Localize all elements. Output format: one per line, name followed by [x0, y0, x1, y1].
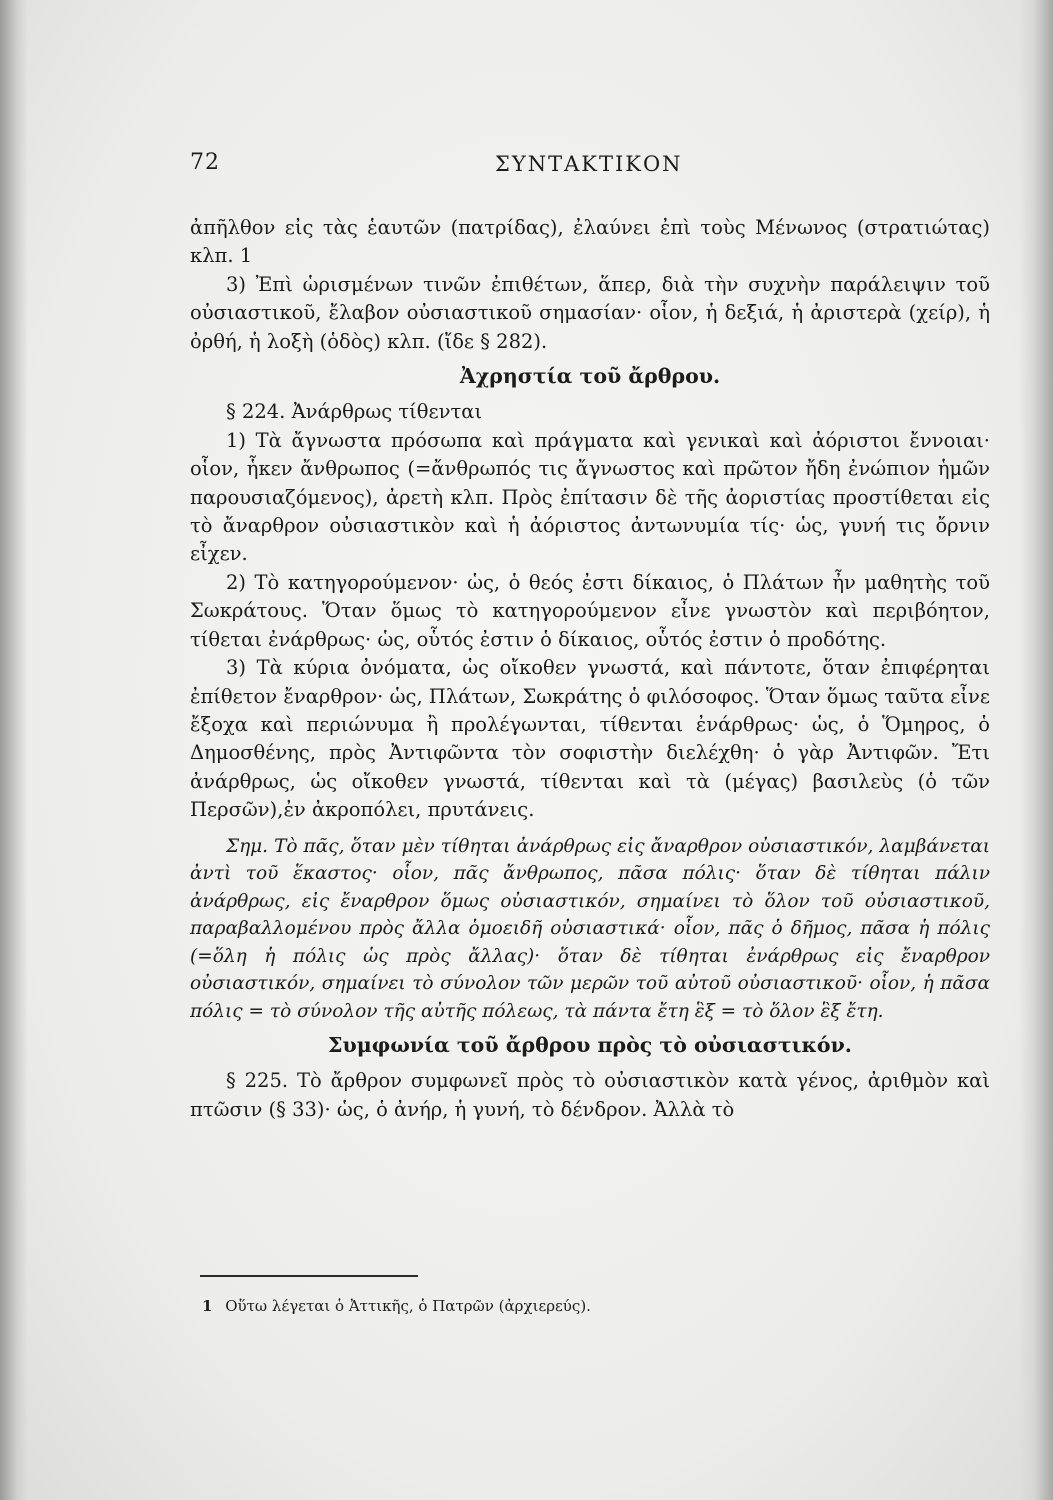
- paragraph-224-rule-3: 3) Τὰ κύρια ὀνόματα, ὡς οἴκοθεν γνωστά, καὶ πάντοτε, ὅταν ἐπιφέρηται ἐπίθετον ἔναρθρον· ὡς, Πλάτων, Σωκράτης ὁ φιλόσοφος. Ὅταν ὅμως ταῦτα εἶνε ἔξοχα καὶ περιώνυμα ἢ προλέγωνται, τίθενται ἐνάρθρως· ὡς, ὁ Ὅμηρος, ὁ Δημοσθένης, πρὸς Ἀντιφῶντα τὸν σοφιστὴν διελέχθη· ὁ γὰρ Ἀντιφῶν. Ἔτι ἀνάρθρως, ὡς οἴκοθεν γνωστά, τίθενται καὶ τὰ (μέγας) βασιλεὺς (ὁ τῶν Περσῶν),ἐν ἀκροπόλει, πρυτάνεις.: [190, 656, 990, 822]
- paragraph-continuation: ἀπῆλθον εἰς τὰς ἑαυτῶν (πατρίδας), ἐλαύνει ἐπὶ τοὺς Μένωνος (στρατιώτας) κλπ. 1: [190, 216, 990, 268]
- footnote: [202, 1297, 902, 1315]
- page-shadow-right: [1019, 0, 1053, 1500]
- footnote-divider: [200, 1275, 418, 1277]
- page-number: 72: [190, 150, 220, 175]
- running-title: ΣΥΝΤΑΚΤΙΚΟΝ: [495, 152, 683, 176]
- page-shadow-left: [0, 0, 28, 1500]
- paragraph-224-rule-1: 1) Τὰ ἄγνωστα πρόσωπα καὶ πράγματα καὶ γενικαὶ καὶ ἀόριστοι ἔννοιαι· οἷον, ἧκεν ἄνθρωπος (=ἄνθρωπός τις ἄγνωστος καὶ πρῶτον ἤδη ἐνώπιον ἡμῶν παρουσιαζόμενος), ἀρετὴ κλπ. Πρὸς ἐπίτασιν δὲ τῆς ἀοριστίας προστίθεται εἰς τὸ ἄναρθρον οὐσιαστικὸν καὶ ἡ ἀόριστος ἀντωνυμία τίς· ὡς, γυνή τις ὄρνιν εἶχεν.: [190, 428, 990, 566]
- paragraph-section-225: § 225. Τὸ ἄρθρον συμφωνεῖ πρὸς τὸ οὐσιαστικὸν κατὰ γένος, ἀριθμὸν καὶ πτῶσιν (§ 33)· ὡς, ὁ ἀνήρ, ἡ γυνή, τὸ δένδρον. Ἀλλὰ τὸ: [190, 1069, 990, 1121]
- section-heading-article-agreement: Συμφωνία τοῦ ἄρθρου πρὸς τὸ οὐσιαστικόν.: [328, 1033, 852, 1058]
- paragraph-224-rule-2: 2) Τὸ κατηγορούμενον· ὡς, ὁ θεός ἐστι δίκαιος, ὁ Πλάτων ἦν μαθητὴς τοῦ Σωκράτους. Ὅταν ὅμως τὸ κατηγορούμενον εἶνε γνωστὸν καὶ περιβόητον, τίθεται ἐνάρθρως· ὡς, οὗτός ἐστιν ὁ δίκαιος, οὗτός ἐστιν ὁ προδότης.: [190, 570, 990, 651]
- paragraph-section-224: § 224. Ἀνάρθρως τίθενται: [226, 400, 483, 424]
- footnote-text: Οὕτω λέγεται ὁ Ἀττικῆς, ὁ Πατρῶν (ἀρχιερεύς).: [225, 1297, 591, 1315]
- paragraph-rule-3: 3) Ἐπὶ ὡρισμένων τινῶν ἐπιθέτων, ἅπερ, διὰ τὴν συχνὴν παράλειψιν τοῦ οὐσιαστικοῦ, ἔλαβον οὐσιαστικοῦ σημασίαν· οἷον, ἡ δεξιά, ἡ ἀριστερὰ (χείρ), ἡ ὀρθή, ἡ λοξὴ (ὁδὸς) κλπ. (ἴδε § 282).: [190, 272, 990, 353]
- footnote-mark: 1: [202, 1297, 213, 1315]
- page-header: [190, 150, 970, 190]
- body-text: [190, 214, 990, 1124]
- note-paragraph: Σημ. Τὸ πᾶς, ὅταν μὲν τίθηται ἀνάρθρως εἰς ἄναρθρον οὐσιαστικόν, λαμβάνεται ἀντὶ τοῦ ἕκαστος· οἷον, πᾶς ἄνθρωπος, πᾶσα πόλις· ὅταν δὲ τίθηται πάλιν ἀνάρθρως, εἰς ἔναρθρον ὅμως οὐσιαστικόν, σημαίνει τὸ ὅλον τοῦ οὐσιαστικοῦ, παραβαλλομένου πρὸς ἄλλα ὁμοειδῆ οὐσιαστικά· οἷον, πᾶς ὁ δῆμος, πᾶσα ἡ πόλις (=ὅλη ἡ πόλις ὡς πρὸς ἄλλας)· ὅταν δὲ τίθηται ἐνάρθρως εἰς ἔναρθρον οὐσιαστικόν, σημαίνει τὸ σύνολον τῶν μερῶν τοῦ αὐτοῦ οὐσιαστικοῦ· οἷον, ἡ πᾶσα πόλις = τὸ σύνολον τῆς αὐτῆς πόλεως, τὰ πάντα ἔτη ἓξ = τὸ ὅλον ἓξ ἔτη.: [190, 835, 990, 1022]
- section-heading-article-omission: Ἀχρηστία τοῦ ἄρθρου.: [459, 364, 721, 389]
